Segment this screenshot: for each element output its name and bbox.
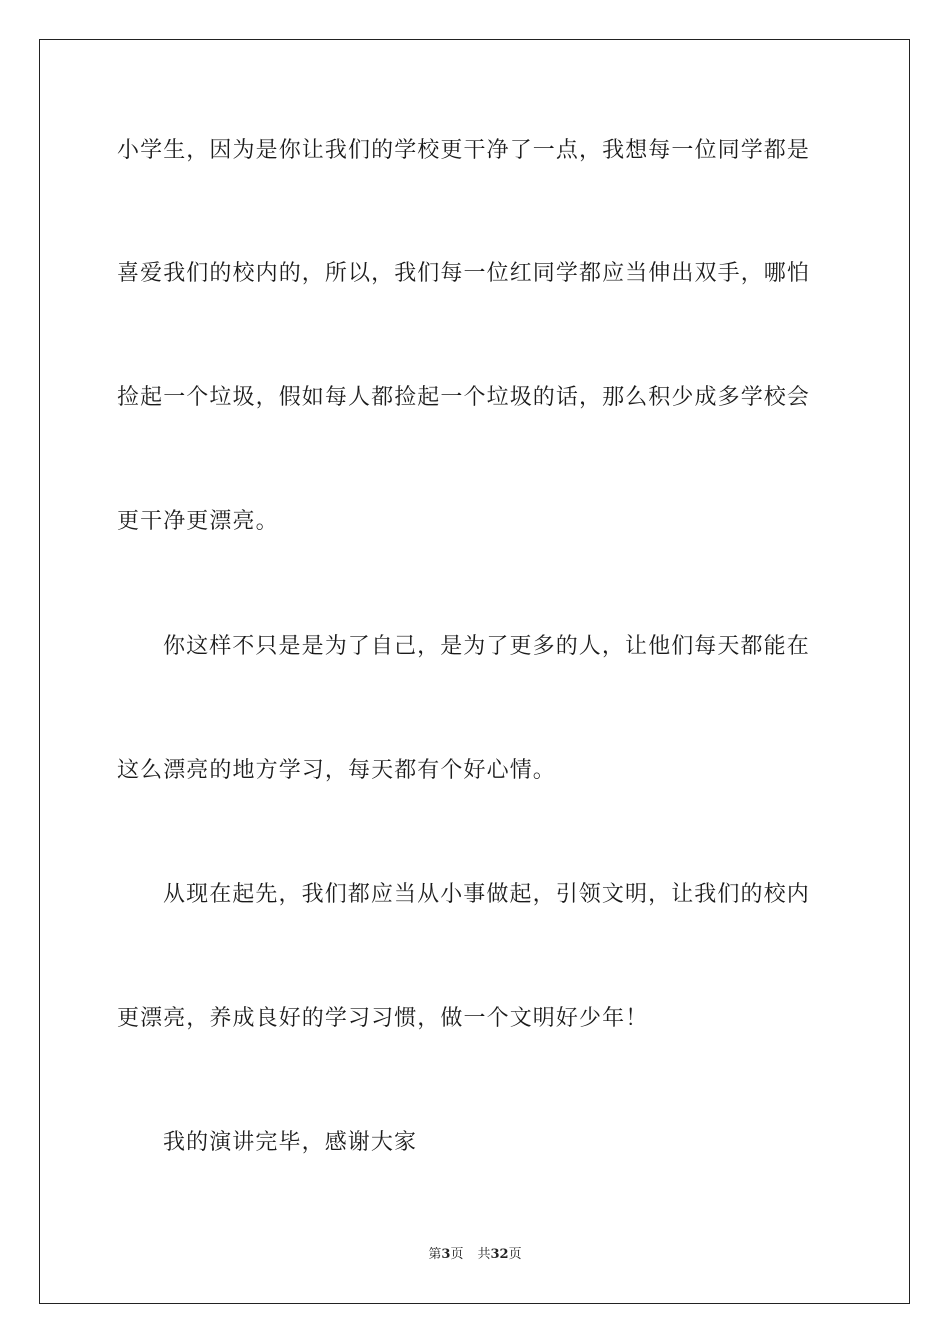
body-line-7: 从现在起先，我们都应当从小事做起，引领文明，让我们的校内	[163, 882, 810, 907]
body-line-1: 小学生，因为是你让我们的学校更干净了一点，我想每一位同学都是	[117, 138, 811, 163]
total-pages: 32	[490, 1247, 509, 1262]
body-line-4: 更干净更漂亮。	[117, 509, 279, 534]
body-line-6: 这么漂亮的地方学习，每天都有个好心情。	[117, 758, 556, 783]
body-line-5: 你这样不只是是为了自己，是为了更多的人，让他们每天都能在	[163, 634, 810, 659]
body-line-9: 我的演讲完毕，感谢大家	[163, 1130, 418, 1155]
total-suffix: 页	[508, 1247, 522, 1262]
page-prefix: 第	[428, 1247, 442, 1262]
total-prefix: 共	[477, 1247, 491, 1262]
body-line-2: 喜爱我们的校内的，所以，我们每一位红同学都应当伸出双手，哪怕	[117, 261, 811, 286]
page-frame	[39, 39, 910, 1304]
body-line-8: 更漂亮，养成良好的学习习惯，做一个文明好少年！	[117, 1006, 649, 1031]
body-line-3: 捡起一个垃圾，假如每人都捡起一个垃圾的话，那么积少成多学校会	[117, 385, 811, 410]
page-number: 3	[441, 1247, 451, 1262]
page-suffix: 页	[450, 1247, 464, 1262]
page-footer	[0, 1246, 950, 1264]
